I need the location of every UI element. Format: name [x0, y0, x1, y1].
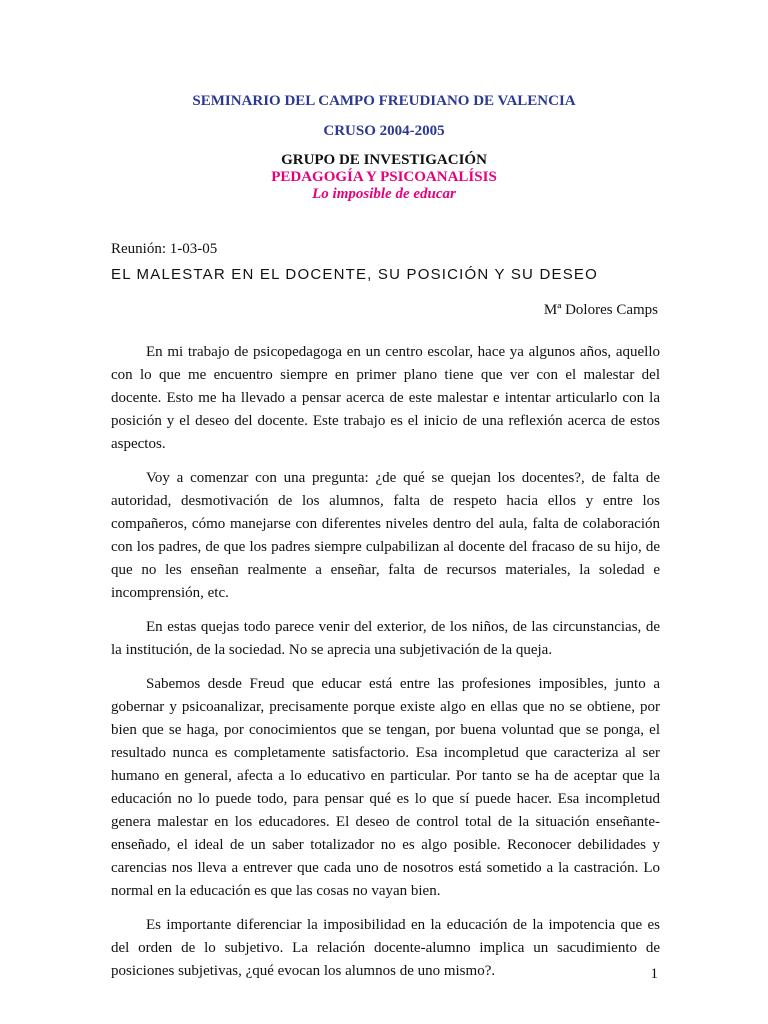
topic-heading: PEDAGOGÍA Y PSICOANALÍSIS — [271, 169, 497, 185]
seminar-heading: SEMINARIO DEL CAMPO FREUDIANO DE VALENCIA — [192, 93, 576, 109]
paragraph: Sabemos desde Freud que educar está entre las profesiones imposibles, junto a gobernar y psicoanalizar, precisamente porque existe algo en ellas que no se obtiene, por bien que se haga, por conocimientos que se tengan, por buena voluntad que se ponga, el resultado nunca es completamente satisfactorio. Esa incompletud que caracteriza al ser humano en general, afecta a lo educativo en particular. Por tanto se ha de aceptar que la educación no lo puede todo, para pensar qué es lo que sí puede hacer. Esa incompletud genera malestar en los educadores. El deseo de control total de la situación enseñante-enseñado, el ideal de un saber totalizador no es algo posible. Reconocer debilidades y carencias nos lleva a entrever que cada uno de nosotros está sometido a la castración. Lo normal en la educación es que las cosas no vayan bien. — [111, 676, 660, 899]
body-text — [111, 341, 660, 994]
author-name: Mª Dolores Camps — [543, 302, 658, 318]
document-title: EL MALESTAR EN EL DOCENTE, SU POSICIÓN Y SU DESEO — [111, 266, 598, 283]
paragraph: Voy a comenzar con una pregunta: ¿de qué se quejan los docentes?, de falta de autoridad, desmotivación de los alumnos, falta de respeto hacia ellos y entre los compañeros, cómo manejarse con diferentes niveles dentro del aula, falta de colaboración con los padres, de que los padres siempre culpabilizan al docente del fracaso de su hijo, de que no les enseñan realmente a enseñar, falta de recursos materiales, la soledad e incomprensión, etc. — [111, 470, 660, 601]
page-number: 1 — [650, 966, 658, 982]
paragraph: En estas quejas todo parece venir del exterior, de los niños, de las circunstancias, de la institución, de la sociedad. No se aprecia una subjetivación de la queja. — [111, 619, 660, 658]
meeting-date: Reunión: 1-03-05 — [111, 241, 218, 257]
subtitle-heading: Lo imposible de educar — [312, 186, 456, 202]
paragraph: En mi trabajo de psicopedagoga en un centro escolar, hace ya algunos años, aquello con lo que me encuentro siempre en primer plano tiene que ver con el malestar del docente. Esto me ha llevado a pensar acerca de este malestar e intentar articularlo con la posición y el deseo del docente. Este trabajo es el inicio de una reflexión acerca de estos aspectos. — [111, 344, 660, 452]
group-heading: GRUPO DE INVESTIGACIÓN — [281, 152, 487, 168]
course-heading: CRUSO 2004-2005 — [323, 123, 445, 139]
paragraph: Es importante diferenciar la imposibilidad en la educación de la impotencia que es del orden de lo subjetivo. La relación docente-alumno implica un sacudimiento de posiciones subjetivas, ¿qué evocan los alumnos de uno mismo?. — [111, 917, 660, 979]
